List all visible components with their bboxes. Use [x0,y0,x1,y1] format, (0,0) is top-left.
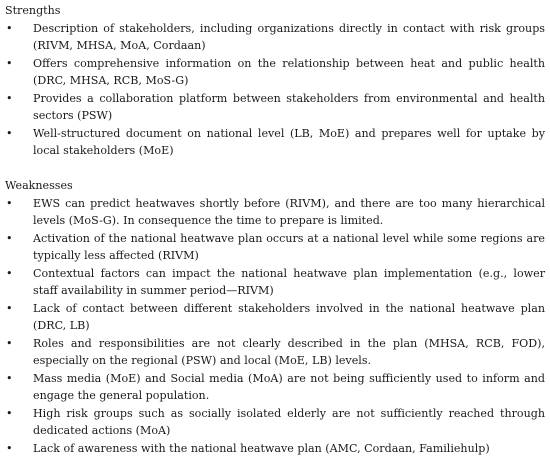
list-item-text: Lack of contact between different stakeholders involved in the national heatwave plan (DRC, LB) [33,302,545,333]
list-item-text: Well-structured document on national level (LB, MoE) and prepares well for uptake by local stakeholders (MoE) [33,127,545,158]
bullet-icon: • [6,55,13,73]
weaknesses-heading: Weaknesses [5,177,545,195]
strengths-section [5,2,545,160]
bullet-icon: • [6,90,13,108]
list-item-text: Provides a collaboration platform between stakeholders from environmental and health sectors (PSW) [33,92,545,123]
bullet-icon: • [6,195,13,213]
list-item-text: Lack of awareness with the national heatwave plan (AMC, Cordaan, Familiehulp) [33,442,490,455]
list-item [5,265,545,300]
list-item [5,125,545,160]
bullet-icon: • [6,125,13,143]
list-item [5,440,545,457]
list-item [5,335,545,370]
bullet-icon: • [6,265,13,283]
list-item-text: Activation of the national heatwave plan occurs at a national level while some regions are typically less affected (RIVM) [33,232,545,263]
list-item [5,90,545,125]
bullet-icon: • [6,300,13,318]
list-item [5,20,545,55]
list-item-text: EWS can predict heatwaves shortly before (RIVM), and there are too many hierarchical levels (MoS-G). In consequence the time to prepare is limited. [33,197,545,228]
bullet-icon: • [6,440,13,457]
weaknesses-section [5,177,545,457]
bullet-icon: • [6,370,13,388]
list-item [5,195,545,230]
section-spacer [5,160,545,178]
bullet-icon: • [6,335,13,353]
list-item-text: Mass media (MoE) and Social media (MoA) are not being sufficiently used to inform and engage the general population. [33,372,545,403]
list-item-text: Description of stakeholders, including organizations directly in contact with risk groups (RIVM, MHSA, MoA, Cordaan) [33,22,545,53]
bullet-icon: • [6,20,13,38]
list-item-text: High risk groups such as socially isolated elderly are not sufficiently reached through dedicated actions (MoA) [33,407,545,438]
document-body [5,2,545,457]
strengths-list [5,20,545,160]
list-item [5,370,545,405]
list-item-text: Offers comprehensive information on the relationship between heat and public health (DRC, MHSA, RCB, MoS-G) [33,57,545,88]
list-item [5,55,545,90]
list-item [5,230,545,265]
bullet-icon: • [6,405,13,423]
weaknesses-list [5,195,545,457]
list-item-text: Contextual factors can impact the national heatwave plan implementation (e.g., lower staff availability in summer period—RIVM) [33,267,545,298]
list-item [5,300,545,335]
strengths-heading: Strengths [5,2,545,20]
bullet-icon: • [6,230,13,248]
list-item [5,405,545,440]
list-item-text: Roles and responsibilities are not clearly described in the plan (MHSA, RCB, FOD), especially on the regional (PSW) and local (MoE, LB) levels. [33,337,545,368]
